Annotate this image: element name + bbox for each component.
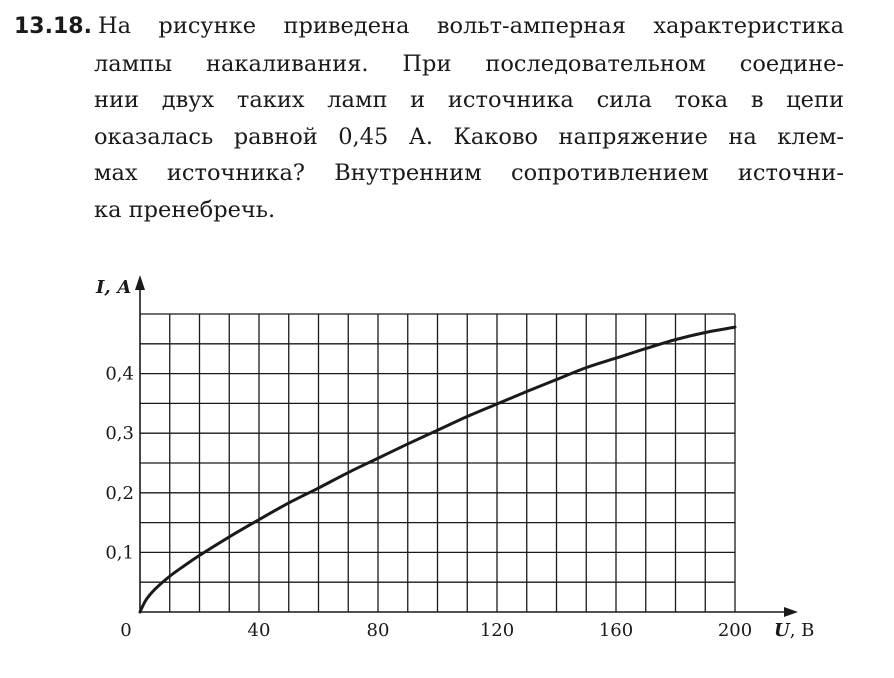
problem-line-6: ка пренебречь. [94,196,276,223]
y-tick-label: 0,2 [105,482,134,504]
y-axis-title: I, А [96,277,132,298]
y-tick-label: 0,4 [105,363,134,385]
x-axis-title: U, В [774,620,815,641]
problem-line-1: 13.18. На рисунке приведена вольт-амперная характеристика [14,13,844,39]
x-tick-label: 0 [120,620,132,641]
x-tick-label: 120 [479,620,515,641]
problem-line-2: лампы накаливания. При последовательном соедине- [94,50,844,77]
problem-line-4: оказалась равной 0,45 А. Каково напряжение на клем- [94,123,844,150]
y-axis-arrow [135,275,145,290]
problem-line-5: мах источника? Внутренним сопротивлением источни- [94,160,844,186]
problem-number: 13.18. [14,14,92,39]
y-tick-label: 0,3 [105,423,134,445]
y-tick-label: 0,1 [105,542,134,564]
x-tick-label: 40 [247,620,271,641]
x-tick-label: 80 [366,620,390,641]
x-tick-label: 200 [717,620,753,641]
x-tick-label: 160 [598,620,634,641]
x-axis-arrow [784,607,798,617]
problem-line-3: нии двух таких ламп и источника сила тока в цепи [94,87,844,113]
